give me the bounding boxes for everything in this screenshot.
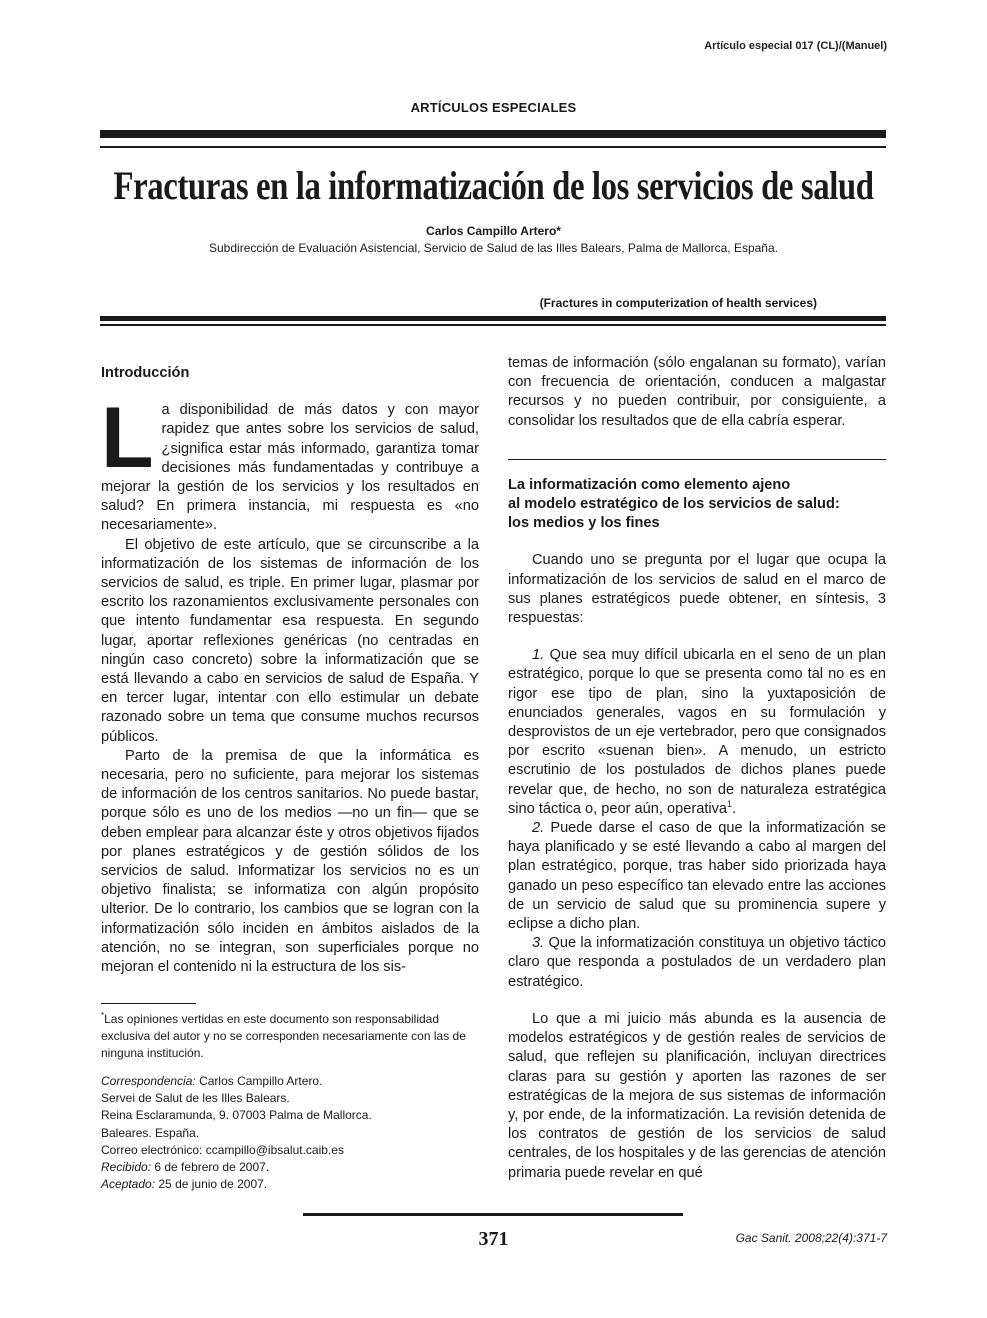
intro-paragraph-1: La disponibilidad de más datos y con mayor rapidez que antes sobre los servicios de salud, ¿significa estar más informado, garantiza tomar decisiones más fundamentadas y contribuye a mejorar la gestión de los servicios y los resultados en salud? En primera instancia, mi respuesta es «no necesariamente». [101, 390, 479, 534]
journal-citation: Gac Sanit. 2008;22(4):371-7 [735, 1231, 887, 1245]
section-separator [508, 459, 886, 460]
intro-heading: Introducción [101, 365, 190, 381]
footnote-rule [101, 1003, 196, 1004]
top-thin-rule [100, 146, 886, 148]
top-thick-rule [100, 130, 886, 138]
section-paragraph-1: Cuando uno se pregunta por el lugar que ocupa la informatización de los servicios de salud en el marco de sus planes estratégicos puede obtener, en síntesis, 3 respuestas: [508, 552, 886, 627]
intro-paragraph-3: Parto de la premisa de que la informática es necesaria, pero no suficiente, para mejorar los sistemas de información de los centros sanitarios. No puede bastar, porque sólo es uno de los medios —no un fin— que se deben emplear para alcanzar éste y otros objetivos fijados por planes estratégicos y de gestión sólidos de los servicios de salud. Informatizar los servicios no es un objetivo finalista; se informatiza con algún propósito ulterior. De lo contrario, los cambios que se logran con la informatización sólo inciden en ámbitos aislados de la atención, no se integran, son superficiales porque no mejoran el contenido ni la estructura de los sis- [101, 747, 479, 976]
author-name: Carlos Campillo Artero* [426, 224, 561, 238]
correspondence-block: Correspondencia: Carlos Campillo Artero. Servei de Salut de les Illes Balears. Reina Esclaramunda, 9. 07003 Palma de Mallorca. Baleares. España. Correo electrónico: ccampillo@ibsalut.caib.es [101, 1073, 481, 1159]
footer-rule [303, 1213, 683, 1216]
list-item-2: 2. Puede darse el caso de que la informatización se haya planificado y se esté llevando a cabo al margen del plan estratégico, porque, tras haber sido priorizada haya ganado un peso específico tan elevado entre las acciones de un servicio de salud que su prominencia supere y eclipse a dicho plan. [508, 820, 886, 933]
page-number: 371 [478, 1228, 509, 1250]
dates-block: Recibido: 6 de febrero de 2007. Aceptado: 25 de junio de 2007. [101, 1160, 270, 1191]
intro-paragraph-2: El objetivo de este artículo, que se circunscribe a la informatización de los sistemas de información de los servicios de salud, es triple. En primer lugar, plasmar por escrito los razonamientos exclusivamente personales con que intento fundamentar esa respuesta. En segundo lugar, aportar reflexiones genéricas (no centradas en ningún caso concreto) sobre la informatización que se está llevando a cabo en servicios de salud de España. Y en tercer lugar, intentar con ello estimular un debate razonado sobre un tema que consume muchos recursos públicos. [101, 536, 479, 745]
section-heading [508, 476, 886, 534]
author-footnote: *Las opiniones vertidas en este documento son responsabilidad exclusiva del autor y no se corresponden necesariamente con las de ninguna institución. [101, 1011, 466, 1061]
section-heading-line-2: al modelo estratégico de los servicios de salud: [508, 496, 840, 513]
correspondence-email: Correo electrónico: ccampillo@ibsalut.caib.es [101, 1142, 344, 1157]
running-header: Artículo especial 017 (CL)/(Manuel) [704, 40, 887, 52]
english-title: (Fractures in computerization of health services) [539, 296, 817, 310]
section-paragraph-2: Lo que a mi juicio más abunda es la ausencia de modelos estratégicos y de gestión reales de servicios de salud, que reflejen su planificación, incluyan directrices claras para su gestión y aporten las razones de ser estratégicas de la mejora de sus sistemas de información y, por ende, de la informatización. La revisión detenida de los contratos de gestión de los servicios de salud centrales, de los hospitales y de las gerencias de atención primaria puede revelar en qué [508, 1010, 886, 1181]
author-affiliation: Subdirección de Evaluación Asistencial, Servicio de Salud de las Illes Balears, Palma de Mallorca, España. [209, 241, 778, 255]
list-item-3: 3. Que la informatización constituya un objetivo táctico claro que responda a postulados de un verdadero plan estratégico. [508, 935, 886, 990]
section-label: ARTÍCULOS ESPECIALES [410, 100, 577, 115]
list-item-1: 1. Que sea muy difícil ubicarla en el seno de un plan estratégico, porque lo que se presenta como tal no es en rigor ese tipo de plan, sino la yuxtaposición de enunciados generales, vagos en su formulación y desprovistos de un eje vertebrador, pero que consignados por escrito «suenan bien». A menudo, un estricto escrutinio de los postulados de dichos planes puede revelar que, de hecho, no son de naturaleza estratégica sino táctica o, peor aún, operativa$^1$. [508, 647, 886, 817]
section-heading-line-3: los medios y los fines [508, 515, 660, 532]
section-heading-line-1: La informatización como elemento ajeno [508, 476, 791, 493]
right-column [508, 354, 886, 1183]
left-column [101, 364, 479, 977]
title-block-thick-rule [100, 316, 886, 321]
title-block-thin-rule [100, 324, 886, 326]
article-title: Fracturas en la informatización de los servicios de salud [113, 163, 874, 208]
drop-cap: L [101, 390, 154, 487]
continued-paragraph: temas de información (sólo engalanan su formato), varían con frecuencia de orientación, conducen a malgastar recursos y no pueden contribuir, por consiguiente, a consolidar los resultados que de ella cabría esperar. [508, 355, 886, 429]
